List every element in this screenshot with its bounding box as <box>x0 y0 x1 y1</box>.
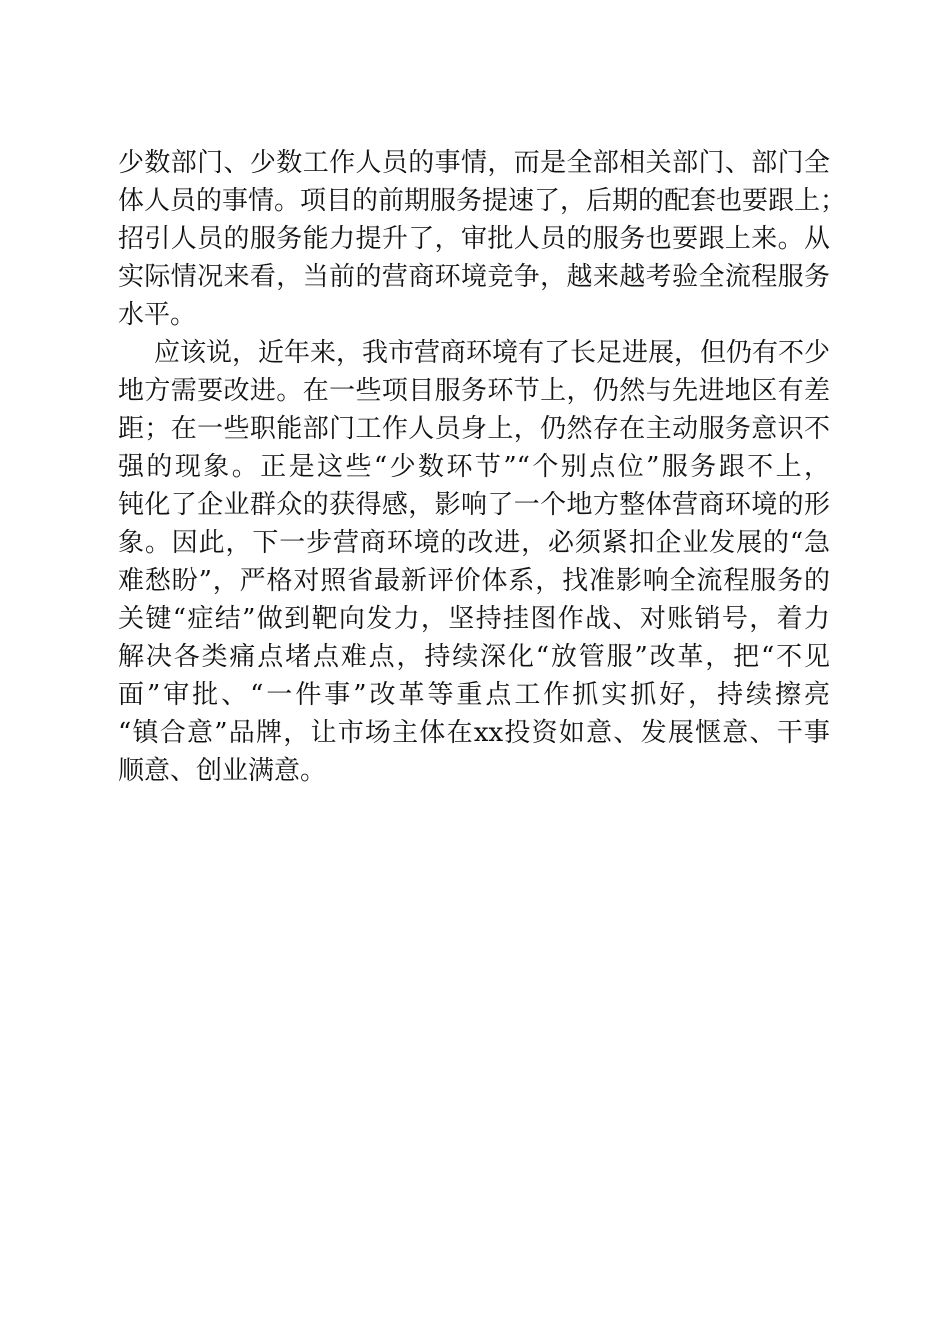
text-line: 解决各类痛点堵点难点，持续深化“放管服”改革，把“不见 <box>118 642 830 672</box>
text-line: 距；在一些职能部门工作人员身上，仍然存在主动服务意识不 <box>118 414 830 444</box>
text-line: 难愁盼”，严格对照省最新评价体系，找准影响全流程服务的 <box>118 566 830 596</box>
text-line: 顺意、创业满意。 <box>118 756 327 786</box>
text-line: 水平。 <box>118 300 197 330</box>
text-line: 应该说，近年来，我市营商环境有了长足进展，但仍有不少 <box>154 338 831 368</box>
text-line: 少数部门、少数工作人员的事情，而是全部相关部门、部门全 <box>118 148 830 178</box>
text-line: 关键“症结”做到靶向发力，坚持挂图作战、对账销号，着力 <box>118 604 830 634</box>
text-line: 钝化了企业群众的获得感，影响了一个地方整体营商环境的形 <box>118 490 830 520</box>
text-line: 实际情况来看，当前的营商环境竞争，越来越考验全流程服务 <box>118 262 830 292</box>
text-line: 招引人员的服务能力提升了，审批人员的服务也要跟上来。从 <box>118 224 830 254</box>
text-line: 面”审批、“一件事”改革等重点工作抓实抓好，持续擦亮 <box>118 680 830 710</box>
text-line: “镇合意”品牌，让市场主体在xx投资如意、发展惬意、干事 <box>118 718 830 748</box>
paragraph-2 <box>118 334 830 790</box>
text-line: 地方需要改进。在一些项目服务环节上，仍然与先进地区有差 <box>118 376 830 406</box>
document-body <box>118 144 847 790</box>
paragraph-1 <box>118 144 847 334</box>
text-line: 体人员的事情。项目的前期服务提速了，后期的配套也要跟上； <box>118 186 847 216</box>
text-line: 强的现象。正是这些“少数环节”“个别点位”服务跟不上， <box>118 452 830 482</box>
text-line: 象。因此，下一步营商环境的改进，必须紧扣企业发展的“急 <box>118 528 830 558</box>
